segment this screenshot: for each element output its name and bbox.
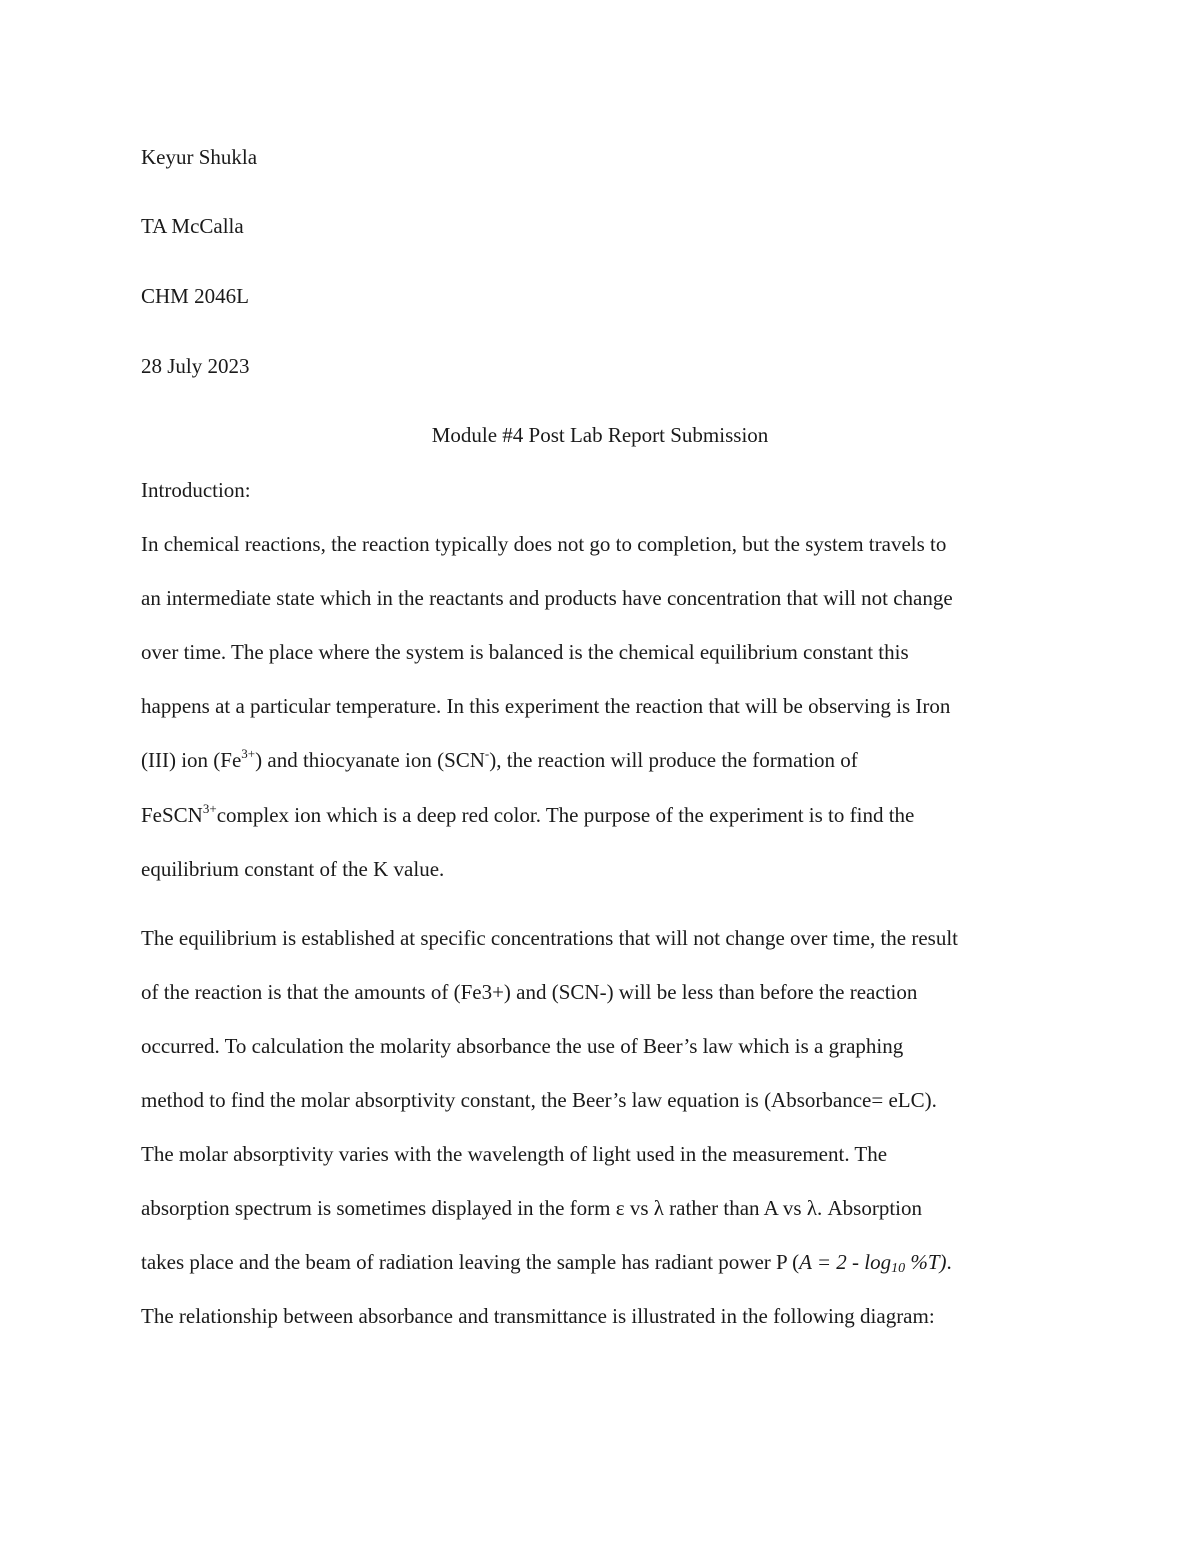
- subscript: 10: [891, 1261, 906, 1276]
- text-run: takes place and the beam of radiation leaving the sample has radiant power P (: [141, 1250, 800, 1274]
- superscript: 3+: [241, 746, 256, 761]
- text-run: .: [946, 1250, 952, 1274]
- superscript: 3+: [202, 801, 217, 816]
- introduction-heading: Introduction:: [141, 478, 251, 502]
- paragraph-line: The molar absorptivity varies with the wavelength of light used in the measurement. The: [141, 1142, 888, 1166]
- paragraph-line: The relationship between absorbance and transmittance is illustrated in the following diagram:: [141, 1304, 935, 1328]
- document-title: Module #4 Post Lab Report Submission: [431, 423, 769, 447]
- text-run: (III) ion (Fe: [141, 748, 242, 772]
- paragraph-line: [141, 802, 914, 828]
- text-run: ), the reaction will produce the formation of: [489, 748, 858, 772]
- text-run: ) and thiocyanate ion (SCN: [255, 748, 485, 772]
- paragraph-line: absorption spectrum is sometimes displayed in the form ε vs λ rather than A vs λ. Absorption: [141, 1196, 922, 1220]
- paragraph-line: over time. The place where the system is balanced is the chemical equilibrium constant this: [141, 640, 909, 664]
- text-run: complex ion which is a deep red color. The purpose of the experiment is to find the: [216, 803, 915, 827]
- superscript: -: [484, 746, 490, 761]
- author-name: Keyur Shukla: [141, 145, 258, 169]
- report-date: 28 July 2023: [141, 354, 250, 378]
- instructor-name: TA McCalla: [141, 214, 244, 238]
- paragraph-line: [141, 747, 858, 773]
- paragraph-line: an intermediate state which in the reactants and products have concentration that will not change: [141, 586, 953, 610]
- paragraph-line: The equilibrium is established at specific concentrations that will not change over time, the result: [141, 926, 959, 950]
- paragraph-line: method to find the molar absorptivity constant, the Beer’s law equation is (Absorbance= eLC).: [141, 1088, 937, 1112]
- paragraph-line: happens at a particular temperature. In this experiment the reaction that will be observing is Iron: [141, 694, 951, 718]
- paragraph-line: occurred. To calculation the molarity absorbance the use of Beer’s law which is a graphing: [141, 1034, 904, 1058]
- paragraph-line: In chemical reactions, the reaction typically does not go to completion, but the system travels to: [141, 532, 947, 556]
- paragraph-line: equilibrium constant of the K value.: [141, 857, 445, 881]
- course-code: CHM 2046L: [141, 284, 249, 308]
- formula: [799, 1250, 946, 1274]
- formula-part: A = 2 - log: [799, 1250, 892, 1274]
- formula-part: %T): [905, 1250, 947, 1274]
- paragraph-line: [141, 1249, 952, 1275]
- text-run: FeSCN: [141, 803, 203, 827]
- paragraph-line: of the reaction is that the amounts of (Fe3+) and (SCN-) will be less than before the reaction: [141, 980, 918, 1004]
